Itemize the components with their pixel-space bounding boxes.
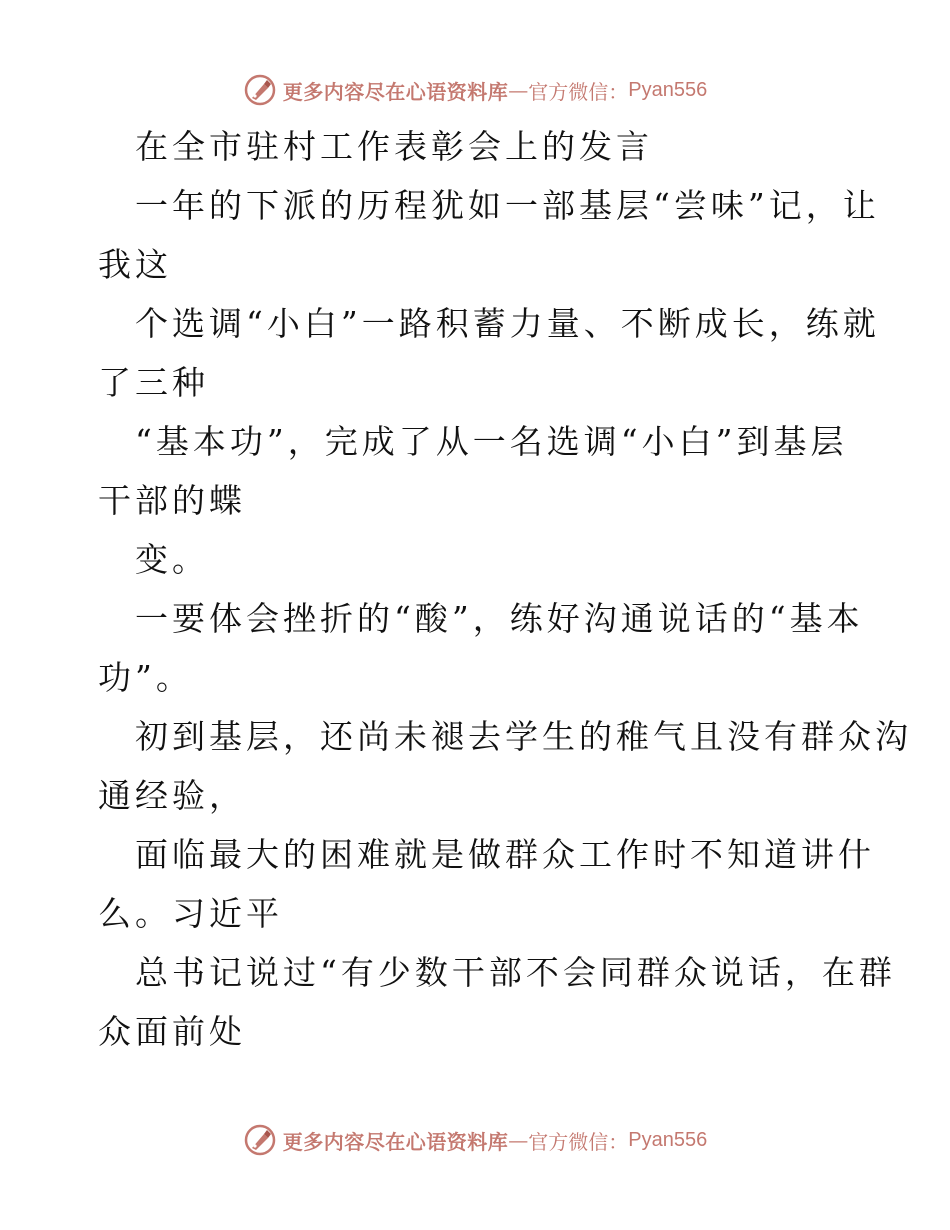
text-line: 功”。 [98, 658, 193, 697]
header-watermark [0, 70, 950, 110]
text-line: 总书记说过“有少数干部不会同群众说话，在群 [135, 953, 896, 992]
watermark-wechat-id: Pyan556 [628, 1128, 708, 1151]
watermark-separator: — [508, 1128, 529, 1152]
watermark-wechat-label: 官方微信： [528, 1129, 629, 1154]
text-line: 初到基层，还尚未褪去学生的稚气且没有群众沟 [135, 717, 912, 756]
watermark-separator: — [508, 78, 529, 102]
text-line: 一年的下派的历程犹如一部基层“尝味”记，让 [135, 186, 880, 225]
document-title: 在全市驻村工作表彰会上的发言 [135, 127, 653, 166]
pen-logo-icon [243, 73, 277, 107]
text-line: 面临最大的困难就是做群众工作时不知道讲什 [135, 835, 875, 874]
pen-logo-icon [243, 1123, 277, 1157]
text-line: “基本功”，完成了从一名选调“小白”到基层 [135, 422, 848, 461]
watermark-wechat-id: Pyan556 [628, 78, 708, 101]
text-line: 变。 [135, 540, 209, 579]
text-line: 众面前处 [98, 1012, 246, 1051]
text-line: 了三种 [98, 363, 209, 402]
text-line: 么。习近平 [98, 894, 283, 933]
text-line: 干部的蝶 [98, 481, 246, 520]
watermark-brand: 更多内容尽在心语资料库 [282, 1129, 509, 1154]
watermark-wechat-label: 官方微信： [528, 79, 629, 104]
text-line: 通经验， [98, 776, 246, 815]
text-line: 个选调“小白”一路积蓄力量、不断成长，练就 [135, 304, 880, 343]
watermark-brand: 更多内容尽在心语资料库 [282, 79, 509, 104]
document-body [98, 117, 912, 1061]
text-line: 我这 [98, 245, 172, 284]
footer-watermark [0, 1120, 950, 1160]
text-line: 一要体会挫折的“酸”，练好沟通说话的“基本 [135, 599, 864, 638]
